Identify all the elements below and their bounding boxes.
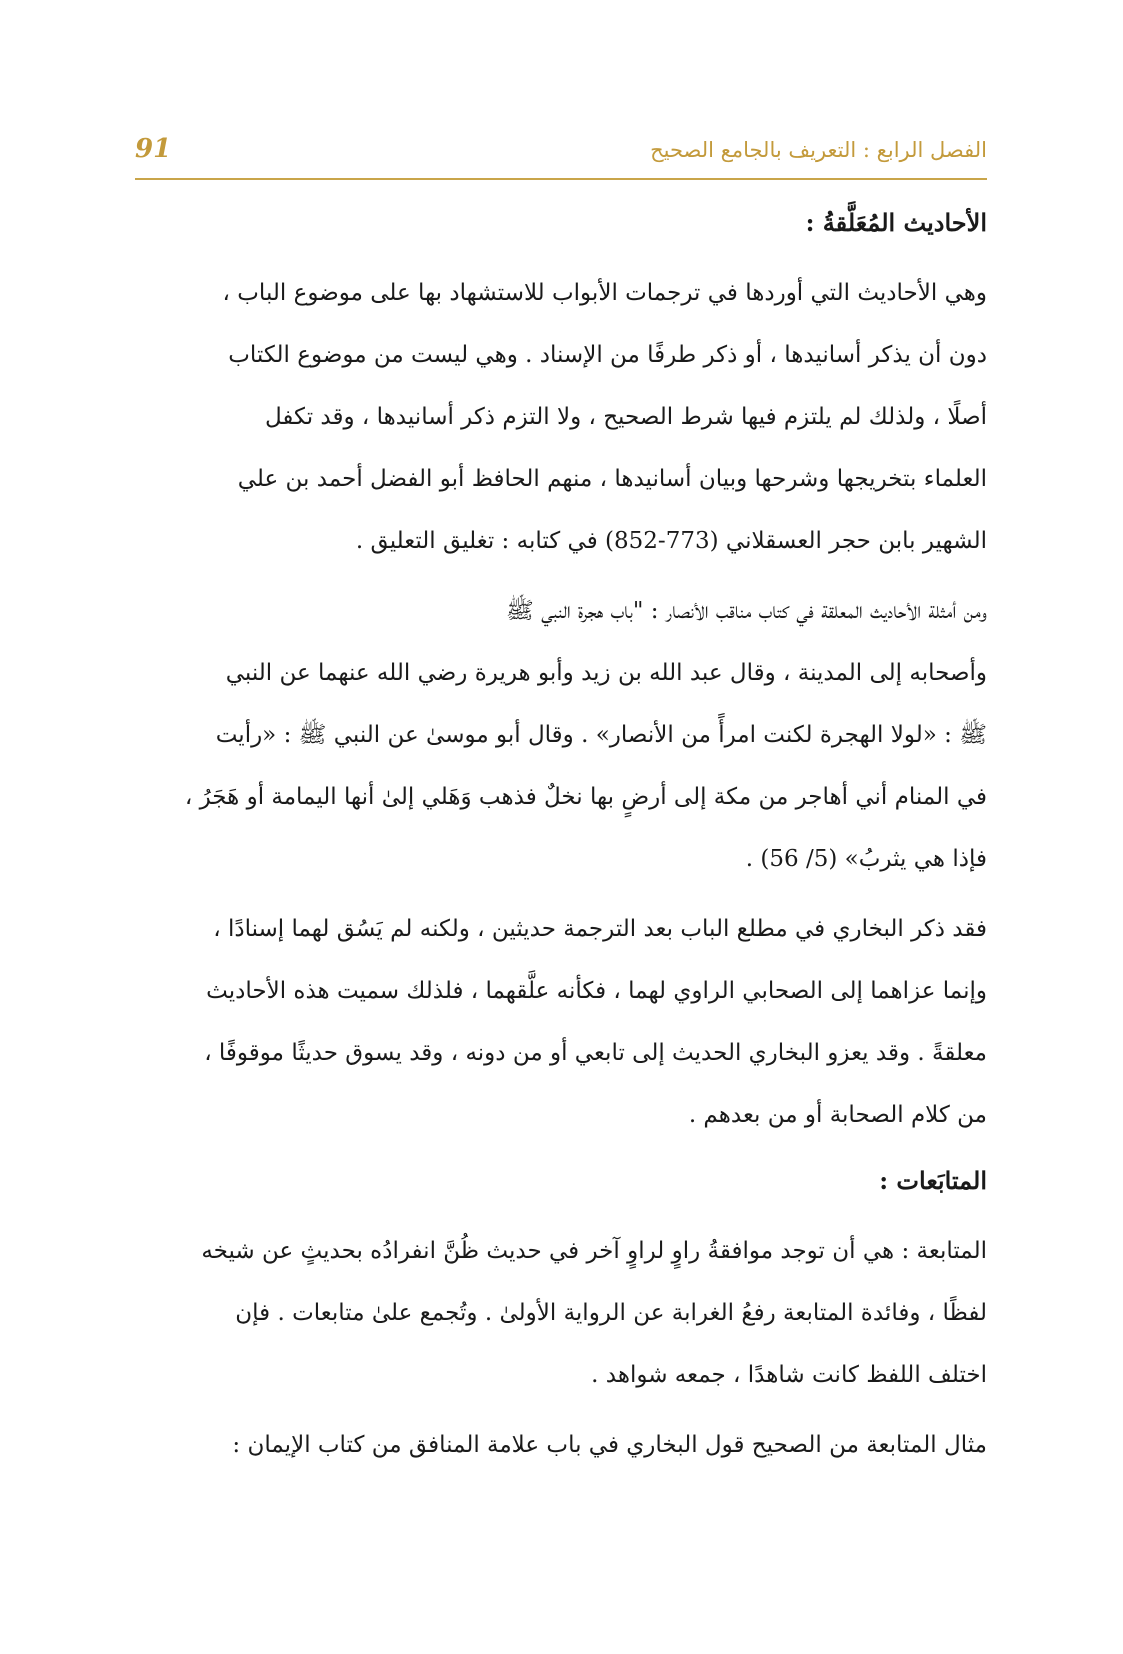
paragraph-explanation <box>135 898 987 1146</box>
paragraph-examples <box>135 580 987 890</box>
section-heading-muallaqat: الأحاديث المُعَلَّقةُ : <box>805 208 987 237</box>
paragraph-mutabaa-definition <box>135 1220 987 1406</box>
page-content <box>135 196 987 1484</box>
text-line: أصلًا ، ولذلك لم يلتزم فيها شرط الصحيح ، ولا التزم ذكر أسانيدها ، وقد تكفل <box>264 404 987 430</box>
text-line: الشهير بابن حجر العسقلاني (773-852) في كتابه : تغليق التعليق . <box>355 528 987 554</box>
text-line: ﷺ : «لولا الهجرة لكنت امرأً من الأنصار» . وقال أبو موسىٰ عن النبي ﷺ : «رأيت <box>215 722 987 748</box>
paragraph-definition <box>135 262 987 572</box>
text-line: فإذا هي يثربُ» (5/ 56) . <box>745 846 987 872</box>
page-number: 91 <box>135 134 172 164</box>
text-line: وأصحابه إلى المدينة ، وقال عبد الله بن زيد وأبو هريرة رضي الله عنهما عن النبي <box>225 660 987 686</box>
text-line: وهي الأحاديث التي أوردها في ترجمات الأبواب للاستشهاد بها على موضوع الباب ، <box>222 280 987 306</box>
text-line: من كلام الصحابة أو من بعدهم . <box>688 1102 987 1128</box>
text-line: في المنام أني أهاجر من مكة إلى أرضٍ بها نخلٌ فذهب وَهَلي إلىٰ أنها اليمامة أو هَجَرُ ، <box>184 784 987 810</box>
text-line: ومن أمثلة الأحاديث المعلقة في كتاب مناقب الأنصار : "باب هجرة النبي ﷺ <box>506 598 987 624</box>
text-line: لفظًا ، وفائدة المتابعة رفعُ الغرابة عن الرواية الأولىٰ . وتُجمع علىٰ متابعات . فإن <box>235 1300 987 1326</box>
text-line: المتابعة : هي أن توجد موافقةُ راوٍ لراوٍ آخر في حديث ظُنَّ انفرادُه بحديثٍ عن شيخه <box>201 1238 987 1264</box>
text-line: فقد ذكر البخاري في مطلع الباب بعد الترجمة حديثين ، ولكنه لم يَسُق لهما إسنادًا ، <box>213 916 987 942</box>
text-line: وإنما عزاهما إلى الصحابي الراوي لهما ، فكأنه علَّقهما ، فلذلك سميت هذه الأحاديث <box>206 978 987 1004</box>
text-line: معلقةً . وقد يعزو البخاري الحديث إلى تابعي أو من دونه ، وقد يسوق حديثًا موقوفًا ، <box>204 1040 987 1066</box>
text-line: اختلف اللفظ كانت شاهدًا ، جمعه شواهد . <box>591 1362 987 1388</box>
chapter-title: الفصل الرابع : التعريف بالجامع الصحيح <box>650 138 987 162</box>
paragraph-mutabaa-example <box>135 1414 987 1476</box>
text-line: العلماء بتخريجها وشرحها وبيان أسانيدها ، منهم الحافظ أبو الفضل أحمد بن علي <box>237 466 987 492</box>
text-line: مثال المتابعة من الصحيح قول البخاري في باب علامة المنافق من كتاب الإيمان : <box>232 1432 987 1458</box>
section-heading-mutabaat: المتابَعات : <box>879 1166 987 1195</box>
text-line: دون أن يذكر أسانيدها ، أو ذكر طرفًا من الإسناد . وهي ليست من موضوع الكتاب <box>228 342 987 368</box>
running-header <box>135 136 987 180</box>
